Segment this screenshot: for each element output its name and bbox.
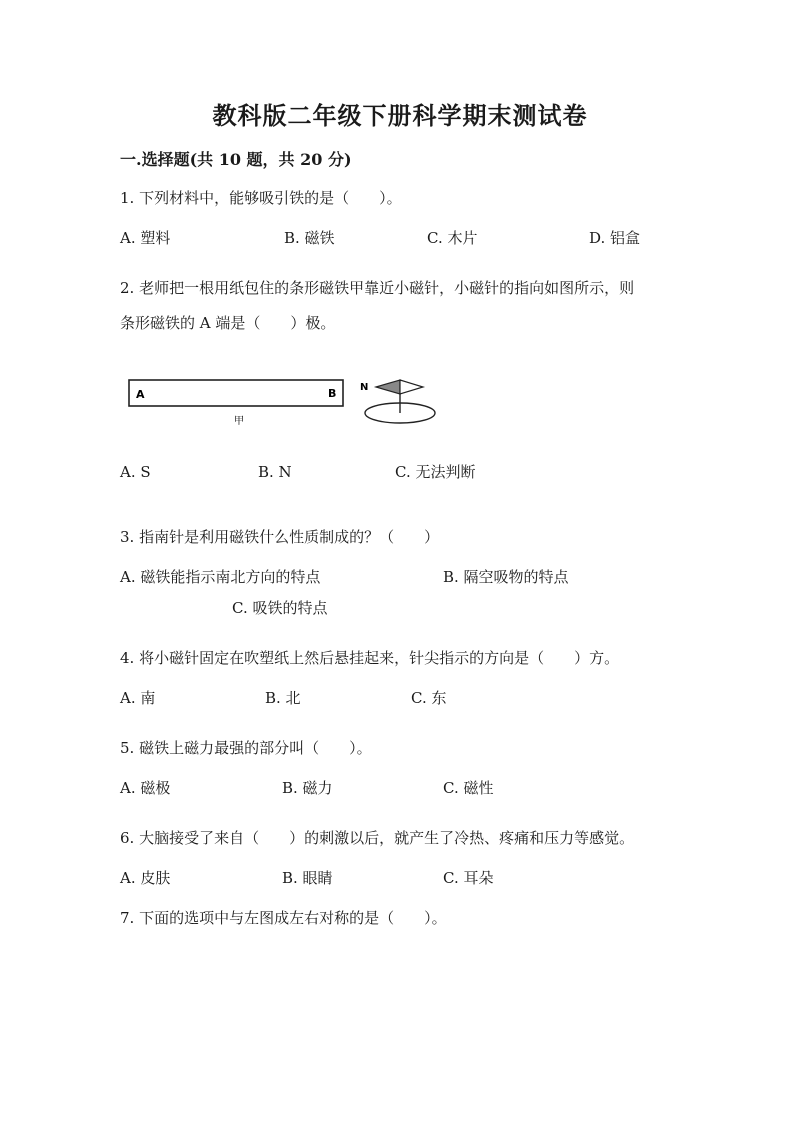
question-4-option-a: A. 南 [120,689,156,707]
question-6-option-a: A. 皮肤 [120,869,171,887]
question-2-text-continued: 条形磁铁的 A 端是（ ）极。 [120,314,336,332]
magnet-end-a-label: A [136,388,145,401]
question-3-option-c: C. 吸铁的特点 [232,599,328,617]
question-6-option-b: B. 眼睛 [282,869,333,887]
question-4-option-b: B. 北 [265,689,301,707]
question-2-option-b: B. N [258,463,292,481]
compass-needle-south [400,380,423,394]
question-1-text: 1. 下列材料中，能够吸引铁的是（ ）。 [120,189,402,207]
question-4-text: 4. 将小磁针固定在吹塑纸上然后悬挂起来，针尖指示的方向是（ ）方。 [120,649,620,667]
compass-needle-north [376,380,400,394]
question-1-option-b: B. 磁铁 [284,229,335,247]
question-3-text: 3. 指南针是利用磁铁什么性质制成的？（ ） [120,528,440,546]
question-4-option-c: C. 东 [411,689,447,707]
question-3-option-a: A. 磁铁能指示南北方向的特点 [120,568,321,586]
question-1-option-c: C. 木片 [427,229,478,247]
question-5-option-b: B. 磁力 [282,779,333,797]
question-2-text: 2. 老师把一根用纸包住的条形磁铁甲靠近小磁针，小磁针的指向如图所示，则 [120,279,635,297]
question-5-option-a: A. 磁极 [120,779,171,797]
question-6-option-c: C. 耳朵 [443,869,494,887]
compass-n-label: N [360,382,369,393]
question-1-option-a: A. 塑料 [120,229,171,247]
question-5-option-c: C. 磁性 [443,779,494,797]
question-1-option-d: D. 铝盒 [589,229,641,247]
question-2-option-a: A. S [120,463,151,481]
question-2-option-c: C. 无法判断 [395,463,476,481]
magnet-name-label: 甲 [234,416,244,427]
question-5-text: 5. 磁铁上磁力最强的部分叫（ ）。 [120,739,372,757]
question-6-text: 6. 大脑接受了来自（ ）的刺激以后，就产生了冷热、疼痛和压力等感觉。 [120,829,635,847]
magnet-compass-figure [120,370,440,432]
bar-magnet [129,380,343,406]
section-heading: 一.选择题(共 10 题，共 20 分) [120,150,352,169]
question-3-option-b: B. 隔空吸物的特点 [443,568,569,586]
page-title: 教科版二年级下册科学期末测试卷 [212,101,588,130]
question-7-text: 7. 下面的选项中与左图成左右对称的是（ ）。 [120,909,447,927]
magnet-end-b-label: B [328,387,337,400]
